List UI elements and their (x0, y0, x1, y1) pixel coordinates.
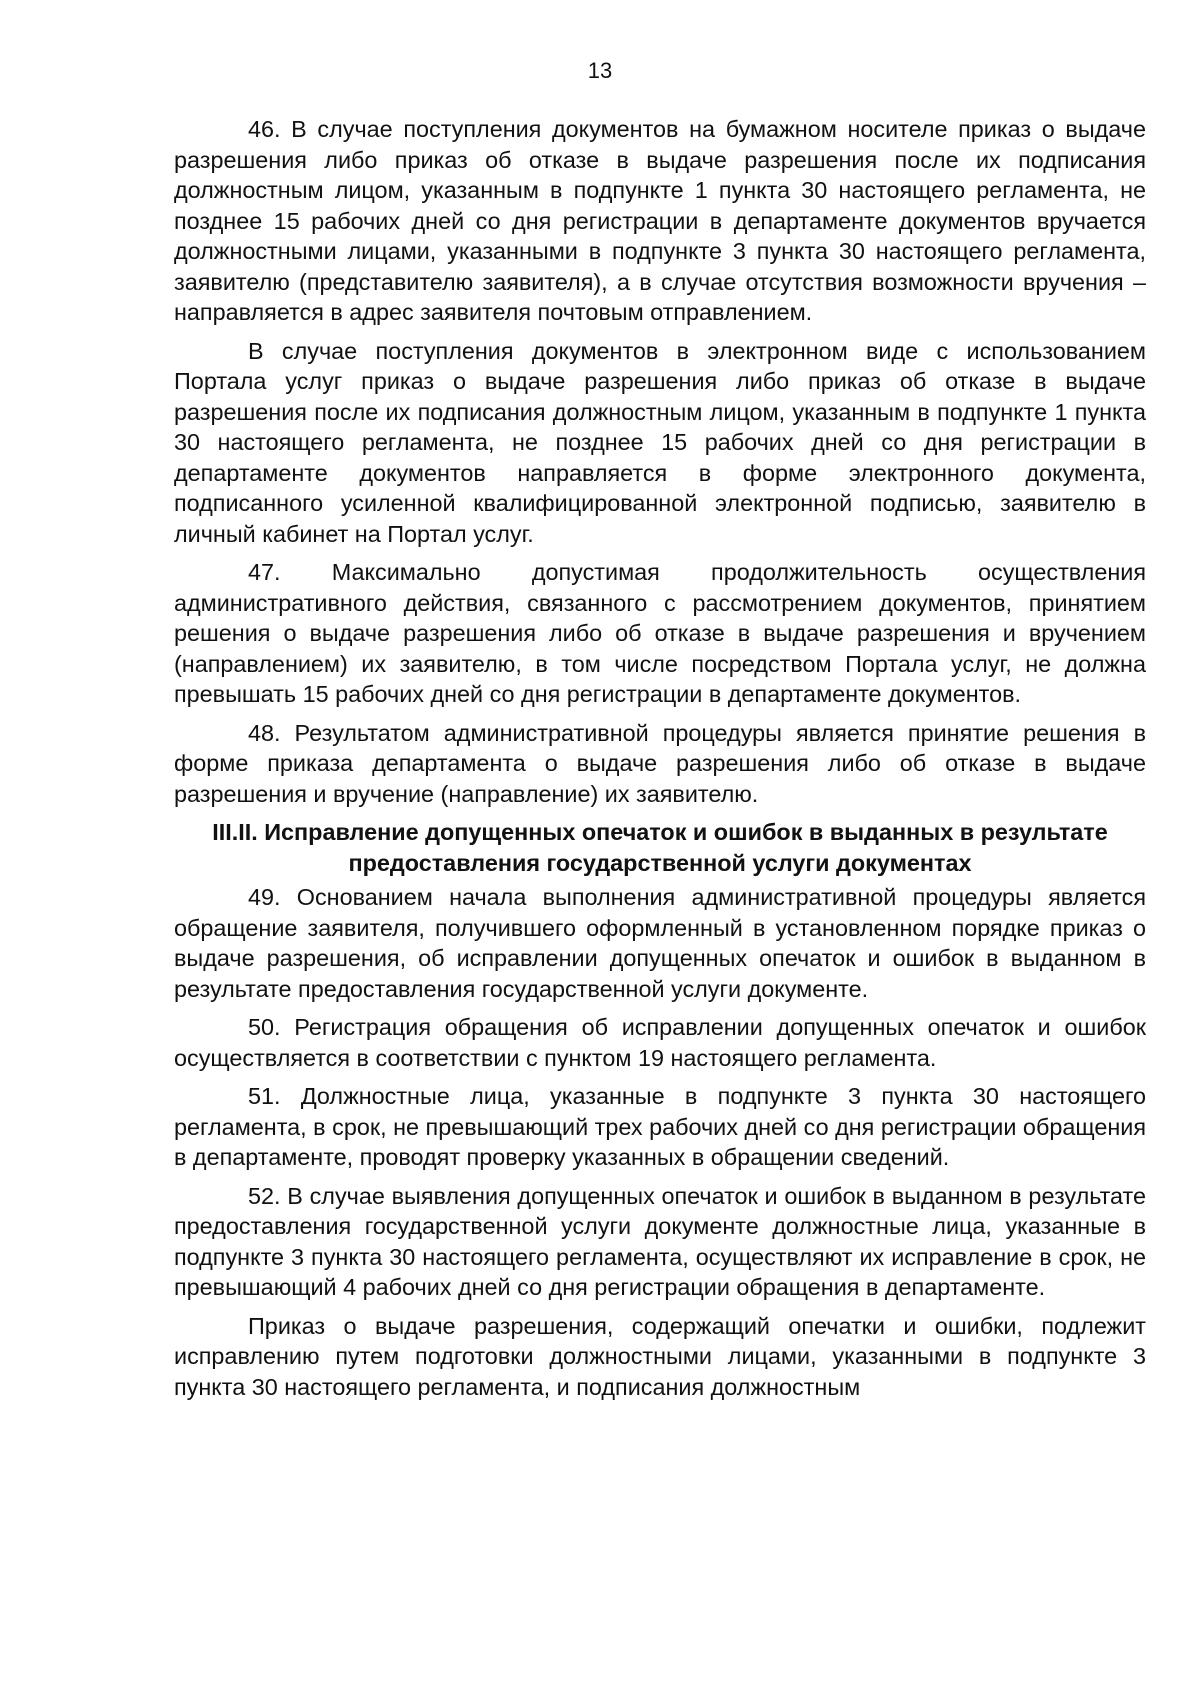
page-number: 13 (587, 58, 613, 83)
paragraph-46: 46. В случае поступления документов на бумажном носителе приказ о выдаче разрешения либо приказ об отказе в выдаче разрешения после их подписания должностным лицом, указанным в подпункте 1 пункта 30 настоящего регламента, не позднее 15 рабочих дней со дня регистрации в департаменте документов вручается должностными лицами, указанными в подпункте 3 пункта 30 настоящего регламента, заявителю (представителю заявителя), а в случае отсутствия возможности вручения – направляется в адрес заявителя почтовым отправлением. (174, 116, 1146, 325)
document-body (174, 114, 1146, 1410)
paragraph-50: 50. Регистрация обращения об исправлении допущенных опечаток и ошибок осуществляется в соответствии с пунктом 19 настоящего регламента. (174, 1014, 1146, 1071)
paragraph-51: 51. Должностные лица, указанные в подпункте 3 пункта 30 настоящего регламента, в срок, не превышающий трех рабочих дней со дня регистрации обращения в департаменте, проводят проверку указанных в обращении сведений. (174, 1083, 1146, 1170)
paragraph-46-electronic: В случае поступления документов в электронном виде с использованием Портала услуг приказ о выдаче разрешения либо приказ об отказе в выдаче разрешения после их подписания должностным лицом, указанным в подпункте 1 пункта 30 настоящего регламента, не позднее 15 рабочих дней со дня регистрации в департаменте документов направляется в форме электронного документа, подписанного усиленной квалифицированной электронной подписью, заявителю в личный кабинет на Портал услуг. (174, 337, 1146, 547)
paragraph-52-order: Приказ о выдаче разрешения, содержащий опечатки и ошибки, подлежит исправлению путем подготовки должностными лицами, указанными в подпункте 3 пункта 30 настоящего регламента, и подписания должностным (174, 1312, 1146, 1400)
paragraph-52: 52. В случае выявления допущенных опечаток и ошибок в выданном в результате предоставления государственной услуги документе должностные лица, указанные в подпункте 3 пункта 30 настоящего регламента, осуществляют их исправление в срок, не превышающий 4 рабочих дней со дня регистрации обращения в департаменте. (174, 1182, 1146, 1300)
paragraph-48: 48. Результатом административной процедуры является принятие решения в форме приказа департамента о выдаче разрешения либо об отказе в выдаче разрешения и вручение (направление) их заявителю. (174, 719, 1146, 807)
paragraph-49: 49. Основанием начала выполнения административной процедуры является обращение заявителя, получившего оформленный в установленном порядке приказ о выдаче разрешения, об исправлении допущенных опечаток и ошибок в выданном в результате предоставления государственной услуги документе. (174, 884, 1146, 1002)
paragraph-47: 47. Максимально допустимая продолжительность осуществления административного действия, связанного с рассмотрением документов, принятием решения о выдаче разрешения либо об отказе в выдаче разрешения и вручением (направлением) их заявителю, в том числе посредством Портала услуг, не должна превышать 15 рабочих дней со дня регистрации в департаменте документов. (174, 559, 1146, 707)
section-heading: III.II. Исправление допущенных опечаток и ошибок в выданных в результате предоставления государственной услуги документах (212, 819, 1108, 876)
